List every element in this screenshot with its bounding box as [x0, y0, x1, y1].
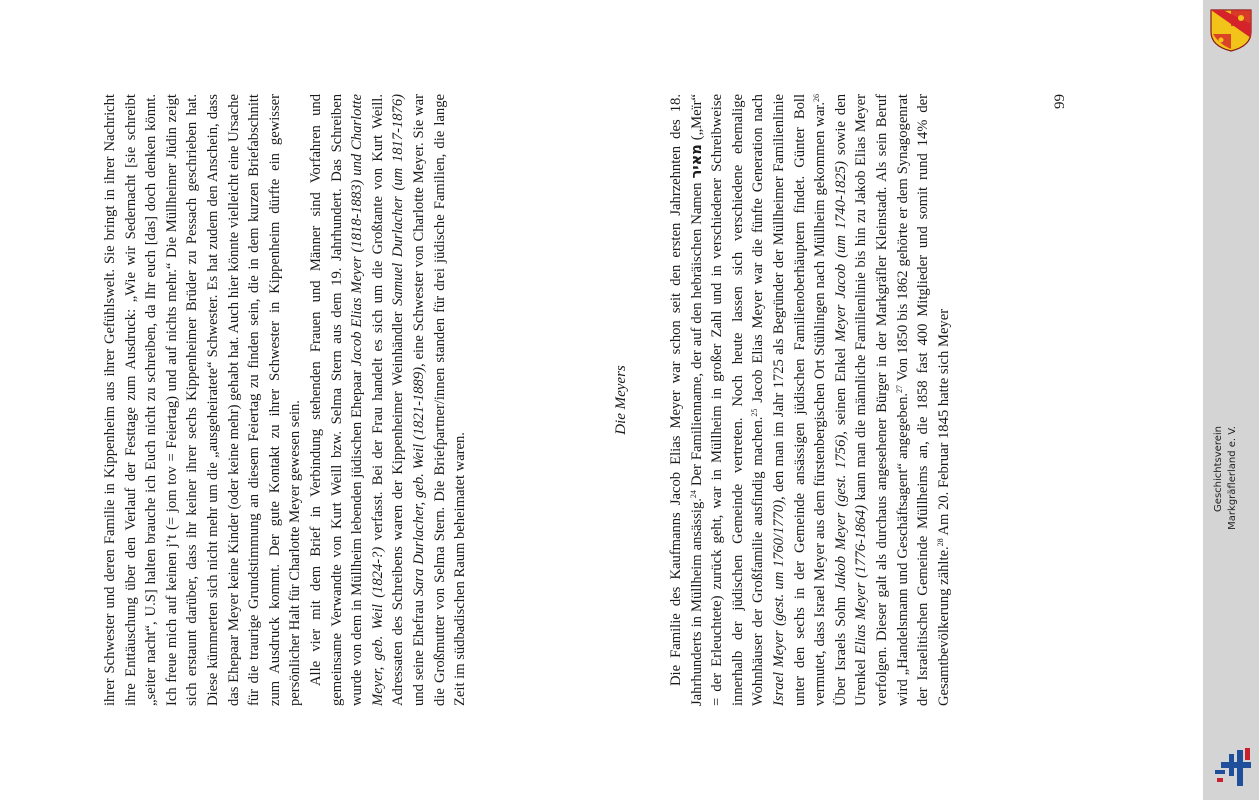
paragraph-1: ihrer Schwester und deren Familie in Kippenheim aus ihrer Gefühlswelt. Sie bringt in ihrer Nachricht ihre Enttäuschung über den Verlauf der Festtage zum Ausdruck: „Wie wir Sedernacht [sie schreibt „seiter nacht“, U.S] halten brauche ich Euch nicht zu schreiben, da Ihr euch [das] doch denken könnt. Ich freue mich auf keinen j’t (= jom tov = Feiertag) und auf nichts mehr.“ Die Müllheimer Jüdin zeigt sich erstaunt darüber, dass ihr keiner ihrer sechs Kippenheimer Brüder zu Pessach geschrieben hat. Diese kümmerten sich nicht mehr um die „ausgeheiratete“ Schwester. Es hat zudem den Anschein, dass das Ehepaar Meyer keine Kinder (oder keine mehr) gehabt hat. Auch hier könnte vielleicht eine Ursache für die traurige Grundstimmung an diesem Feiertag zu finden sein, die in dem kurzen Briefabschnitt zum Ausdruck kommt. Der gute Kontakt zu ihrer Schwester in Kippenheim dürfte ein gewisser persönlicher Halt für Charlotte Meyer gewesen sein.	[102, 94, 304, 706]
footnote-ref: 28	[935, 538, 945, 547]
viewer-sidebar	[1203, 0, 1259, 800]
org-name	[1203, 80, 1259, 530]
footnote-ref: 25	[750, 408, 760, 417]
paragraph-3: Die Familie des Kaufmanns Jacob Elias Meyer war schon seit den ersten Jahrzehnten des 18. Jahrhunderts in Müllheim ansässig.$^{24}$ Der Familienname, der auf den hebräischen Namen מאיר („Meïr“ = der Erleuchtete) zurück geht, war in Müllheim in großer Zahl und in verschiedener Schreibweise innerhalb der jüdischen Gemeinde vertreten. Noch heute lassen sich verschiedene ehemalige Wohnhäuser der Großfamilie ausfindig machen.$^{25}$ Jacob Elias Meyer war die fünfte Generation nach Israel Meyer (gest. um 1760/1770), den man im Jahr 1725 als Begründer der Müllheimer Familienlinie unter den sechs in der Gemeinde ansässigen jüdischen Familienoberhäuptern findet. Günter Boll vermutet, dass Israel Meyer aus dem fürstenbergischen Ort Stühlingen nach Müllheim gekommen war.$^{26}$ Über Israels Sohn Jakob Meyer (gest. 1756), seinen Enkel Meyer Jacob (um 1740-1825) sowie den Urenkel Elias Meyer (1776-1864) kann man die männliche Familienlinie bis hin zu Jakob Elias Meyer verfolgen. Dieser galt als durchaus angesehener Bürger in der Markgräfler Kleinstadt. Als sein Beruf wird „Handelsmann und Geschäftsagent“ angegeben.$^{27}$ Von 1850 bis 1862 gehörte er dem Synagogenrat der Israelitischen Gemeinde Müllheims an, die 1858 fast 400 Mitglieder und somit rund 14% der Gesamtbevölkerung zählte.$^{28}$ Am 20. Februar 1845 hatte sich Meyer	[668, 94, 952, 706]
text-block-bottom	[666, 94, 954, 706]
university-library-logo-icon[interactable]	[1213, 742, 1253, 788]
section-heading: Die Meyers	[613, 365, 629, 435]
org-name-line2: Markgräflerland e. V.	[1227, 426, 1238, 530]
footnote-ref: 26	[812, 94, 822, 102]
coat-of-arms-icon[interactable]	[1209, 8, 1253, 52]
paragraph-2: Alle vier mit dem Brief in Verbindung stehenden Frauen und Männer sind Vorfahren und gemeinsame Verwandte von Kurt Weill bzw. Selma Stern aus dem 19. Jahrhundert. Das Schreiben wurde von dem in Müllheim lebenden jüdischen Ehepaar Jacob Elias Meyer (1818-1883) und Charlotte Meyer, geb. Weil (1824-?) verfasst. Bei der Frau handelt es sich um die Großtante von Kurt Weill. Adressaten des Schreibens waren der Kippenheimer Weinhändler Samuel Durlacher (um 1817-1876) und seine Ehefrau Sara Durlacher, geb. Weil (1821-1889), eine Schwester von Charlotte Meyer. Sie war die Großmutter von Selma Stern. Die Briefpartner/innen standen für drei jüdische Familien, die lange Zeit im südbadischen Raum beheimatet waren.	[307, 94, 469, 706]
org-name-line1: Geschichtsverein	[1213, 426, 1224, 512]
page-number: 99	[1052, 94, 1068, 109]
footnote-ref: 24	[688, 490, 698, 499]
hebrew-name: מאיר	[687, 144, 705, 179]
text-block-top	[100, 94, 471, 706]
footnote-ref: 27	[894, 384, 904, 393]
